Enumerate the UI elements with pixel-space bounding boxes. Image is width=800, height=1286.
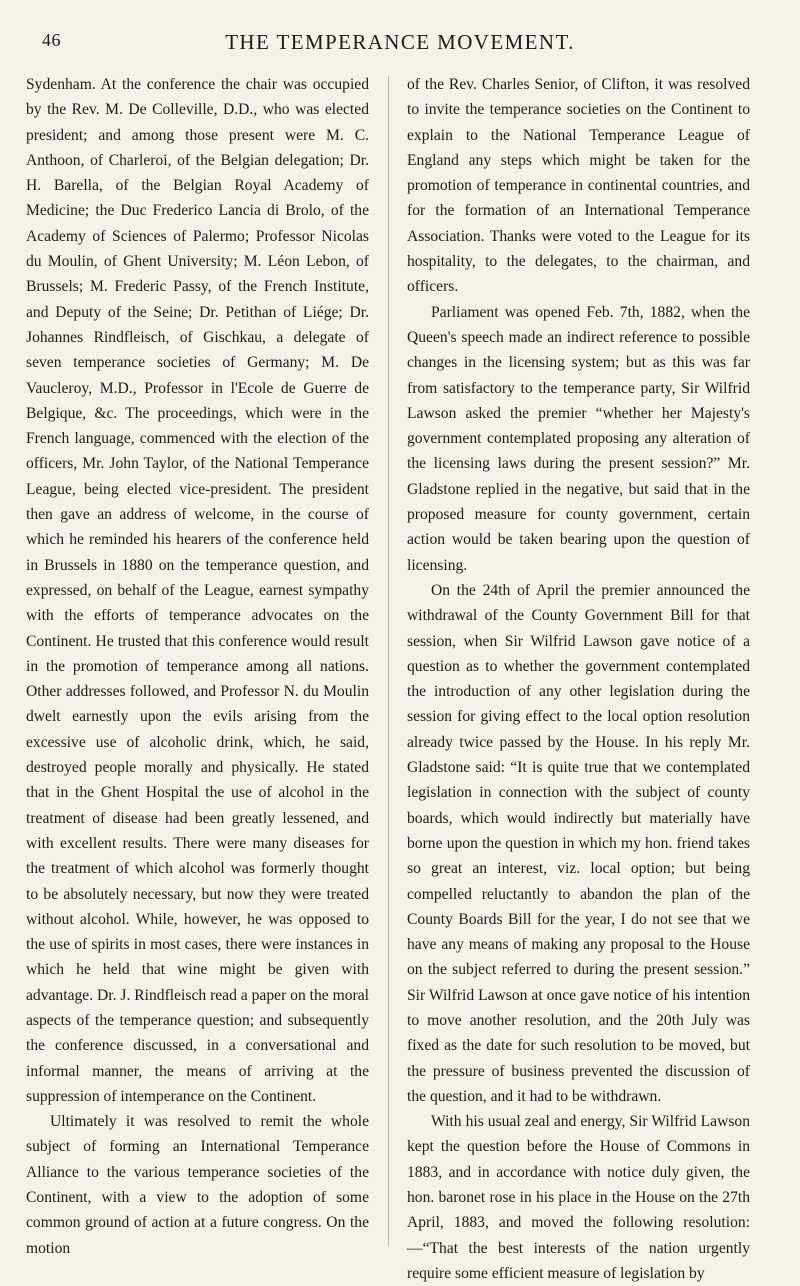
paragraph: of the Rev. Charles Senior, of Clifton, it was resolved to invite the temperance societies on the Continent to explain to the National Temperance League of England any steps which might be taken for the promotion of temperance in continental countries, and for the formation of an International Temperance Association. Thanks were voted to the League for its hospitality, to the delegates, to the chairman, and officers.: [407, 76, 750, 296]
running-title: THE TEMPERANCE MOVEMENT.: [225, 30, 575, 54]
paragraph: With his usual zeal and energy, Sir Wilfrid Lawson kept the question before the House of Commons in 1883, and in accordance with notice duly given, the hon. baronet rose in his place in the House on the 27th April, 1883, and moved the following resolution:—“That the best interests of the nation urgently require some efficient measure of legislation by: [407, 1113, 750, 1282]
paragraph: Ultimately it was resolved to remit the whole subject of forming an International Temperance Alliance to the various temperance societies of the Continent, with a view to the adoption of some common ground of action at a future congress. On the motion: [26, 1113, 369, 1257]
running-header: [42, 30, 758, 58]
right-column: [407, 72, 750, 1286]
paragraph: Parliament was opened Feb. 7th, 1882, when the Queen's speech made an indirect reference to possible changes in the licensing system; but as this was far from satisfactory to the temperance party, Sir Wilfrid Lawson asked the premier “whether her Majesty's government contemplated proposing any alteration of the licensing laws during the present session?” Mr. Gladstone replied in the negative, but said that in the proposed measure for county government, certain action would be taken bearing upon the question of licensing.: [407, 303, 750, 574]
left-column: [26, 72, 369, 1261]
column-divider: [388, 76, 389, 1246]
paragraph: Sydenham. At the conference the chair was occupied by the Rev. M. De Colleville, D.D., who was elected president; and among those present were M. C. Anthoon, of Charleroi, of the Belgian delegation; Dr. H. Barella, of the Belgian Royal Academy of Medicine; the Duc Frederico Lancia di Brolo, of the Academy of Sciences of Palermo; Professor Nicolas du Moulin, of Ghent University; M. Léon Lebon, of Brussels; M. Frederic Passy, of the French Institute, and Deputy of the Seine; Dr. Petithan of Liége; Dr. Johannes Rindfleisch, of Gischkau, a delegate of seven temperance societies of Germany; M. De Vaucleroy, M.D., Professor in l'Ecole de Guerre de Belgique, &c. The proceedings, which were in the French language, commenced with the election of the officers, Mr. John Taylor, of the National Temperance League, being elected vice-president. The president then gave an address of welcome, in the course of which he reminded his hearers of the conference held in Brussels in 1880 on the temperance question, and expressed, on behalf of the League, earnest sympathy with the efforts of temperance advocates on the Continent. He trusted that this conference would result in the promotion of temperance among all nations. Other addresses followed, and Professor N. du Moulin dwelt earnestly upon the evils arising from the excessive use of alcoholic drink, which, he said, destroyed people morally and physically. He stated that in the Ghent Hospital the use of alcohol in the treatment of disease had been greatly lessened, and with excellent results. There were many diseases for the treatment of which alcohol was formerly thought to be absolutely necessary, but now they were treated without alcohol. While, however, he was opposed to the use of spirits in most cases, there were instances in which he held that wine might be given with advantage. Dr. J. Rindfleisch read a paper on the moral aspects of the temperance question; and subsequently the conference discussed, in a conversational and informal manner, the means of arriving at the suppression of intemperance on the Continent.: [26, 76, 369, 1105]
page-number: 46: [42, 30, 61, 50]
paragraph: On the 24th of April the premier announced the withdrawal of the County Government Bill for that session, when Sir Wilfrid Lawson gave notice of a question as to whether the government contemplated the introduction of any other legislation during the session for giving effect to the local option resolution already twice passed by the House. In his reply Mr. Gladstone said: “It is quite true that we contemplated legislation in connection with the subject of county boards, which would indirectly but materially have borne upon the question in which my hon. friend takes so great an interest, viz. local option; but being compelled reluctantly to abandon the plan of the County Boards Bill for the year, I do not see that we have any means of making any proposal to the House on the subject referred to during the present session.” Sir Wilfrid Lawson at once gave notice of his intention to move another resolution, and the 20th July was fixed as the date for such resolution to be moved, but the pressure of business prevented the discussion of the question, and it had to be withdrawn.: [407, 581, 750, 1105]
